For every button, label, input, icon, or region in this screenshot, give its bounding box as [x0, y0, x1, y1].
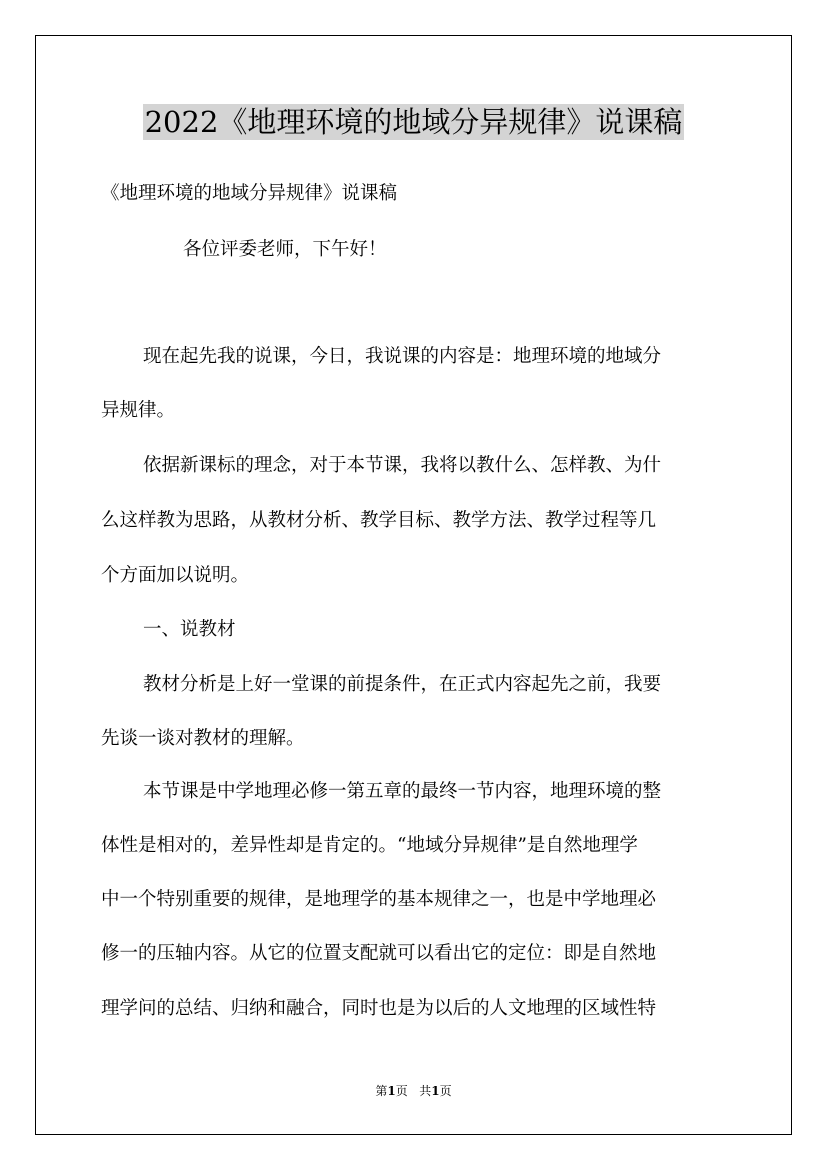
paragraph-line: 依据新课标的理念，对于本节课，我将以教什么、怎样教、为什 [143, 455, 662, 476]
section-heading: 一、说教材 [143, 619, 236, 640]
subtitle-line: 《地理环境的地域分异规律》说课稿 [101, 183, 398, 204]
paragraph-line: 教材分析是上好一堂课的前提条件，在正式内容起先之前，我要 [143, 674, 662, 695]
paragraph-line: 异规律。 [101, 400, 176, 421]
paragraph-line: 现在起先我的说课，今日，我说课的内容是：地理环境的地域分 [143, 346, 662, 367]
greeting-line: 各位评委老师，下午好！ [183, 239, 387, 260]
footer-page-number: 1 [387, 1084, 396, 1098]
paragraph-line: 本节课是中学地理必修一第五章的最终一节内容，地理环境的整 [143, 781, 662, 802]
paragraph-line: 体性是相对的，差异性却是肯定的。“地域分异规律”是自然地理学 [101, 835, 638, 856]
paragraph-line: 个方面加以说明。 [101, 565, 250, 586]
page-footer [0, 1083, 827, 1099]
paragraph-line: 先谈一谈对教材的理解。 [101, 728, 305, 749]
title-container [0, 104, 827, 140]
paragraph-line: 么这样教为思路，从教材分析、教学目标、教学方法、教学过程等几 [101, 510, 657, 531]
footer-label-post: 页 [439, 1084, 452, 1098]
footer-page-total: 1 [431, 1084, 440, 1098]
paragraph-line: 理学问的总结、归纳和融合，同时也是为以后的人文地理的区域性特 [101, 998, 657, 1019]
paragraph-line: 中一个特别重要的规律，是地理学的基本规律之一，也是中学地理必 [101, 889, 657, 910]
footer-label-pre: 第 [375, 1084, 388, 1098]
document-title: 2022《地理环境的地域分异规律》说课稿 [144, 105, 683, 139]
footer-label-mid: 页 共 [395, 1084, 432, 1098]
paragraph-line: 修一的压轴内容。从它的位置支配就可以看出它的定位：即是自然地 [101, 943, 657, 964]
